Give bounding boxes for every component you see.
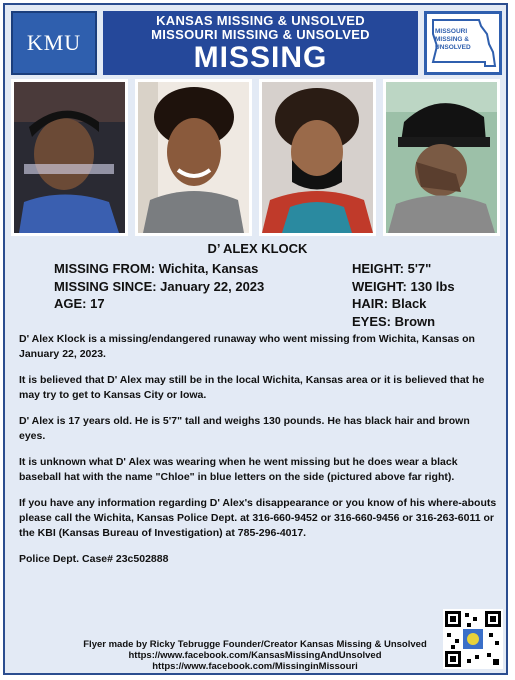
missouri-logo [424,11,502,75]
flyer-header [11,11,502,75]
person-name: D’ ALEX KLOCK [207,241,308,256]
facebook-link-kansas[interactable]: https://www.facebook.com/KansasMissingAndUnsolved [128,650,382,661]
age: AGE: 17 [54,296,105,311]
kmu-logo: KMU [11,11,97,75]
description [19,332,497,578]
flyer-credit: Flyer made by Ricky Tebrugge Founder/Creator Kansas Missing & Unsolved [83,639,427,650]
photo-3 [259,79,376,236]
mo-logo-line: MISSOURI [435,28,468,35]
missing-since: MISSING SINCE: January 22, 2023 [54,278,265,294]
title-banner [103,11,418,75]
missouri-logo-text [435,28,485,52]
title-kansas: KANSAS MISSING & UNSOLVED [156,13,365,28]
title-missouri: MISSOURI MISSING & UNSOLVED [151,27,370,42]
title-missing: MISSING [193,41,328,74]
photo-4 [383,79,500,236]
case-number: Police Dept. Case# 23c502888 [19,553,169,565]
weight: WEIGHT: 130 lbs [352,278,455,294]
paragraph-appearance: D' Alex is 17 years old. He is 5'7" tall and weighs 130 pounds. He has black hair and brown eyes. [19,415,470,442]
missing-person-flyer [3,3,508,675]
missing-from: MISSING FROM: Wichita, Kansas [54,261,259,276]
height: HEIGHT: 5'7" [352,261,432,276]
paragraph-clothing: It is unknown what D' Alex was wearing when he went missing but he does wear a black baseball hat with the name "Chloe" in blue letters on the side (pictured above far right). [19,456,458,483]
flyer-footer [65,639,445,672]
facebook-link-missouri[interactable]: https://www.facebook.com/MissinginMissouri [152,661,358,672]
facts-left [54,260,264,313]
mo-logo-line: MISSING & [435,36,469,43]
hair: HAIR: Black [352,296,427,311]
qr-code-icon[interactable] [443,609,503,669]
photo-1 [11,79,128,236]
photo-2 [135,79,252,236]
paragraph-summary: D' Alex Klock is a missing/endangered runaway who went missing from Wichita, Kansas on January 22, 2023. [19,333,475,360]
paragraph-location: It is believed that D' Alex may still be in the local Wichita, Kansas area or it is believed that he may try to get to Kansas City or Iowa. [19,374,485,401]
mo-logo-line: UNSOLVED [435,44,471,51]
paragraph-contact: If you have any information regarding D' Alex's disappearance or you know of his where-abouts please call the Wichita, Kansas Police Dept. at 316-660-9452 or 316-660-9456 or 316-263-6011 or the KBI (Kansas Bureau of Investigation) at 785-296-4017. [19,497,497,539]
photo-strip [11,79,502,239]
eyes: EYES: Brown [352,313,436,329]
facts-right [352,260,455,330]
